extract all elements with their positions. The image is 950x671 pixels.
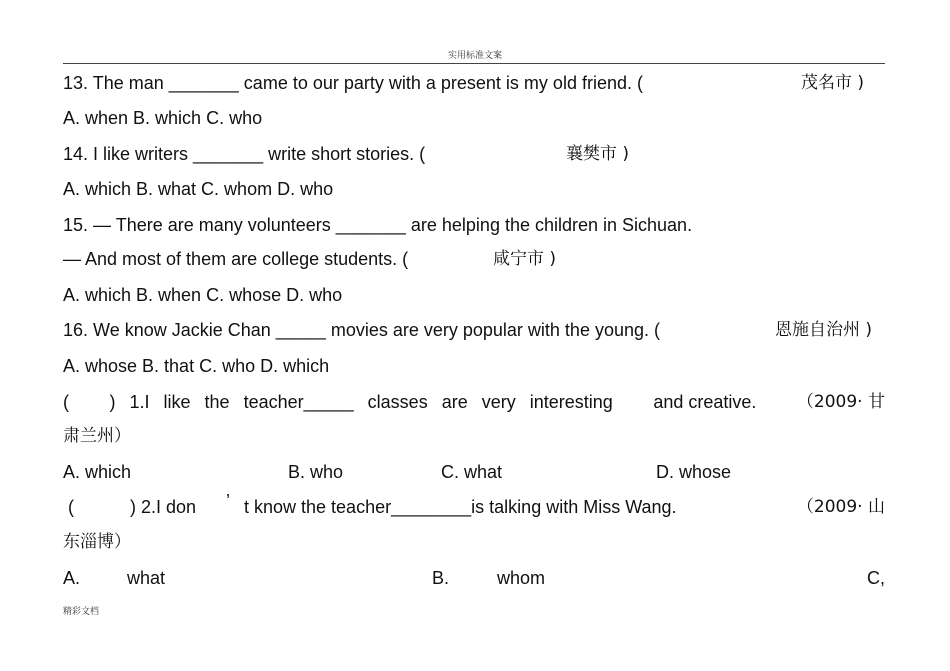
question-13-text: 13. The man _______ came to our party with a present is my old friend. ( [63,73,643,93]
question-14-options: A. which B. what C. whom D. who [63,179,334,199]
question-13 [63,72,885,94]
question-14-text: 14. I like writers _______ write short stories. ( [63,144,426,164]
question-15-line2 [63,248,885,270]
question-16 [63,319,885,341]
exercise-2-option-a-letter: A. [63,568,81,588]
exercise-1-word: classes [367,392,428,412]
exercise-1-body [110,391,613,413]
exercise-2-text: ) 2.I don [130,497,197,517]
exercise-1-open-paren: ( [63,392,69,412]
exercise-1-source-cont: 肃兰州） [63,426,131,446]
exercise-1-option-c: C. what [441,462,503,482]
exercise-2-option-b-letter: B. [432,568,450,588]
exercise-1 [63,391,885,413]
exercise-1-word: interesting [529,392,613,412]
exercise-1-word: very [481,392,516,412]
page-footer: 精彩文档 [63,607,100,617]
question-15: 15. — There are many volunteers _______ are helping the children in Sichuan. [63,215,693,235]
question-15-source: 咸宁市 ) [493,249,557,269]
question-15-text2: — And most of them are college students. ( [63,249,409,269]
exercise-2-option-b-word: whom [497,568,546,588]
question-14-source: 襄樊市 ) [566,144,630,164]
exercise-1-word: are [441,392,468,412]
exercise-1-option-b: B. who [288,462,344,482]
question-13-source: 茂名市 ) [801,73,865,93]
exercise-2-option-c-letter: C, [867,568,885,588]
exercise-1-word: and creative. [653,392,757,412]
exercise-1-word: 1.I [129,392,150,412]
exercise-2-apostrophe: ’ [226,491,230,511]
question-16-text: 16. We know Jackie Chan _____ movies are very popular with the young. ( [63,320,660,340]
question-14 [63,143,885,165]
page-header: 实用标准文案 [447,51,502,61]
exercise-2-text2: t know the teacher________is talking with Miss Wang. [244,497,677,517]
question-16-options: A. whose B. that C. who D. which [63,356,330,376]
exercise-1-word: like [163,392,191,412]
question-13-options: A. when B. which C. who [63,108,263,128]
exercise-1-word: teacher_____ [243,392,354,412]
exercise-2-open-paren: ( [68,497,74,517]
exercise-1-word: the [204,392,230,412]
question-15-options: A. which B. when C. whose D. who [63,285,343,305]
exercise-1-option-d: D. whose [656,462,732,482]
exercise-1-source: （2009· 甘 [796,392,885,412]
question-16-source: 恩施自治州 ) [775,320,873,340]
exercise-2-source-cont: 东淄博） [63,532,131,552]
header-rule [63,63,885,64]
exercise-1-option-a: A. which [63,462,132,482]
exercise-2-source: （2009· 山 [796,497,885,517]
exercise-1-close-paren: ) [109,392,116,412]
exercise-2-option-a-word: what [127,568,166,588]
